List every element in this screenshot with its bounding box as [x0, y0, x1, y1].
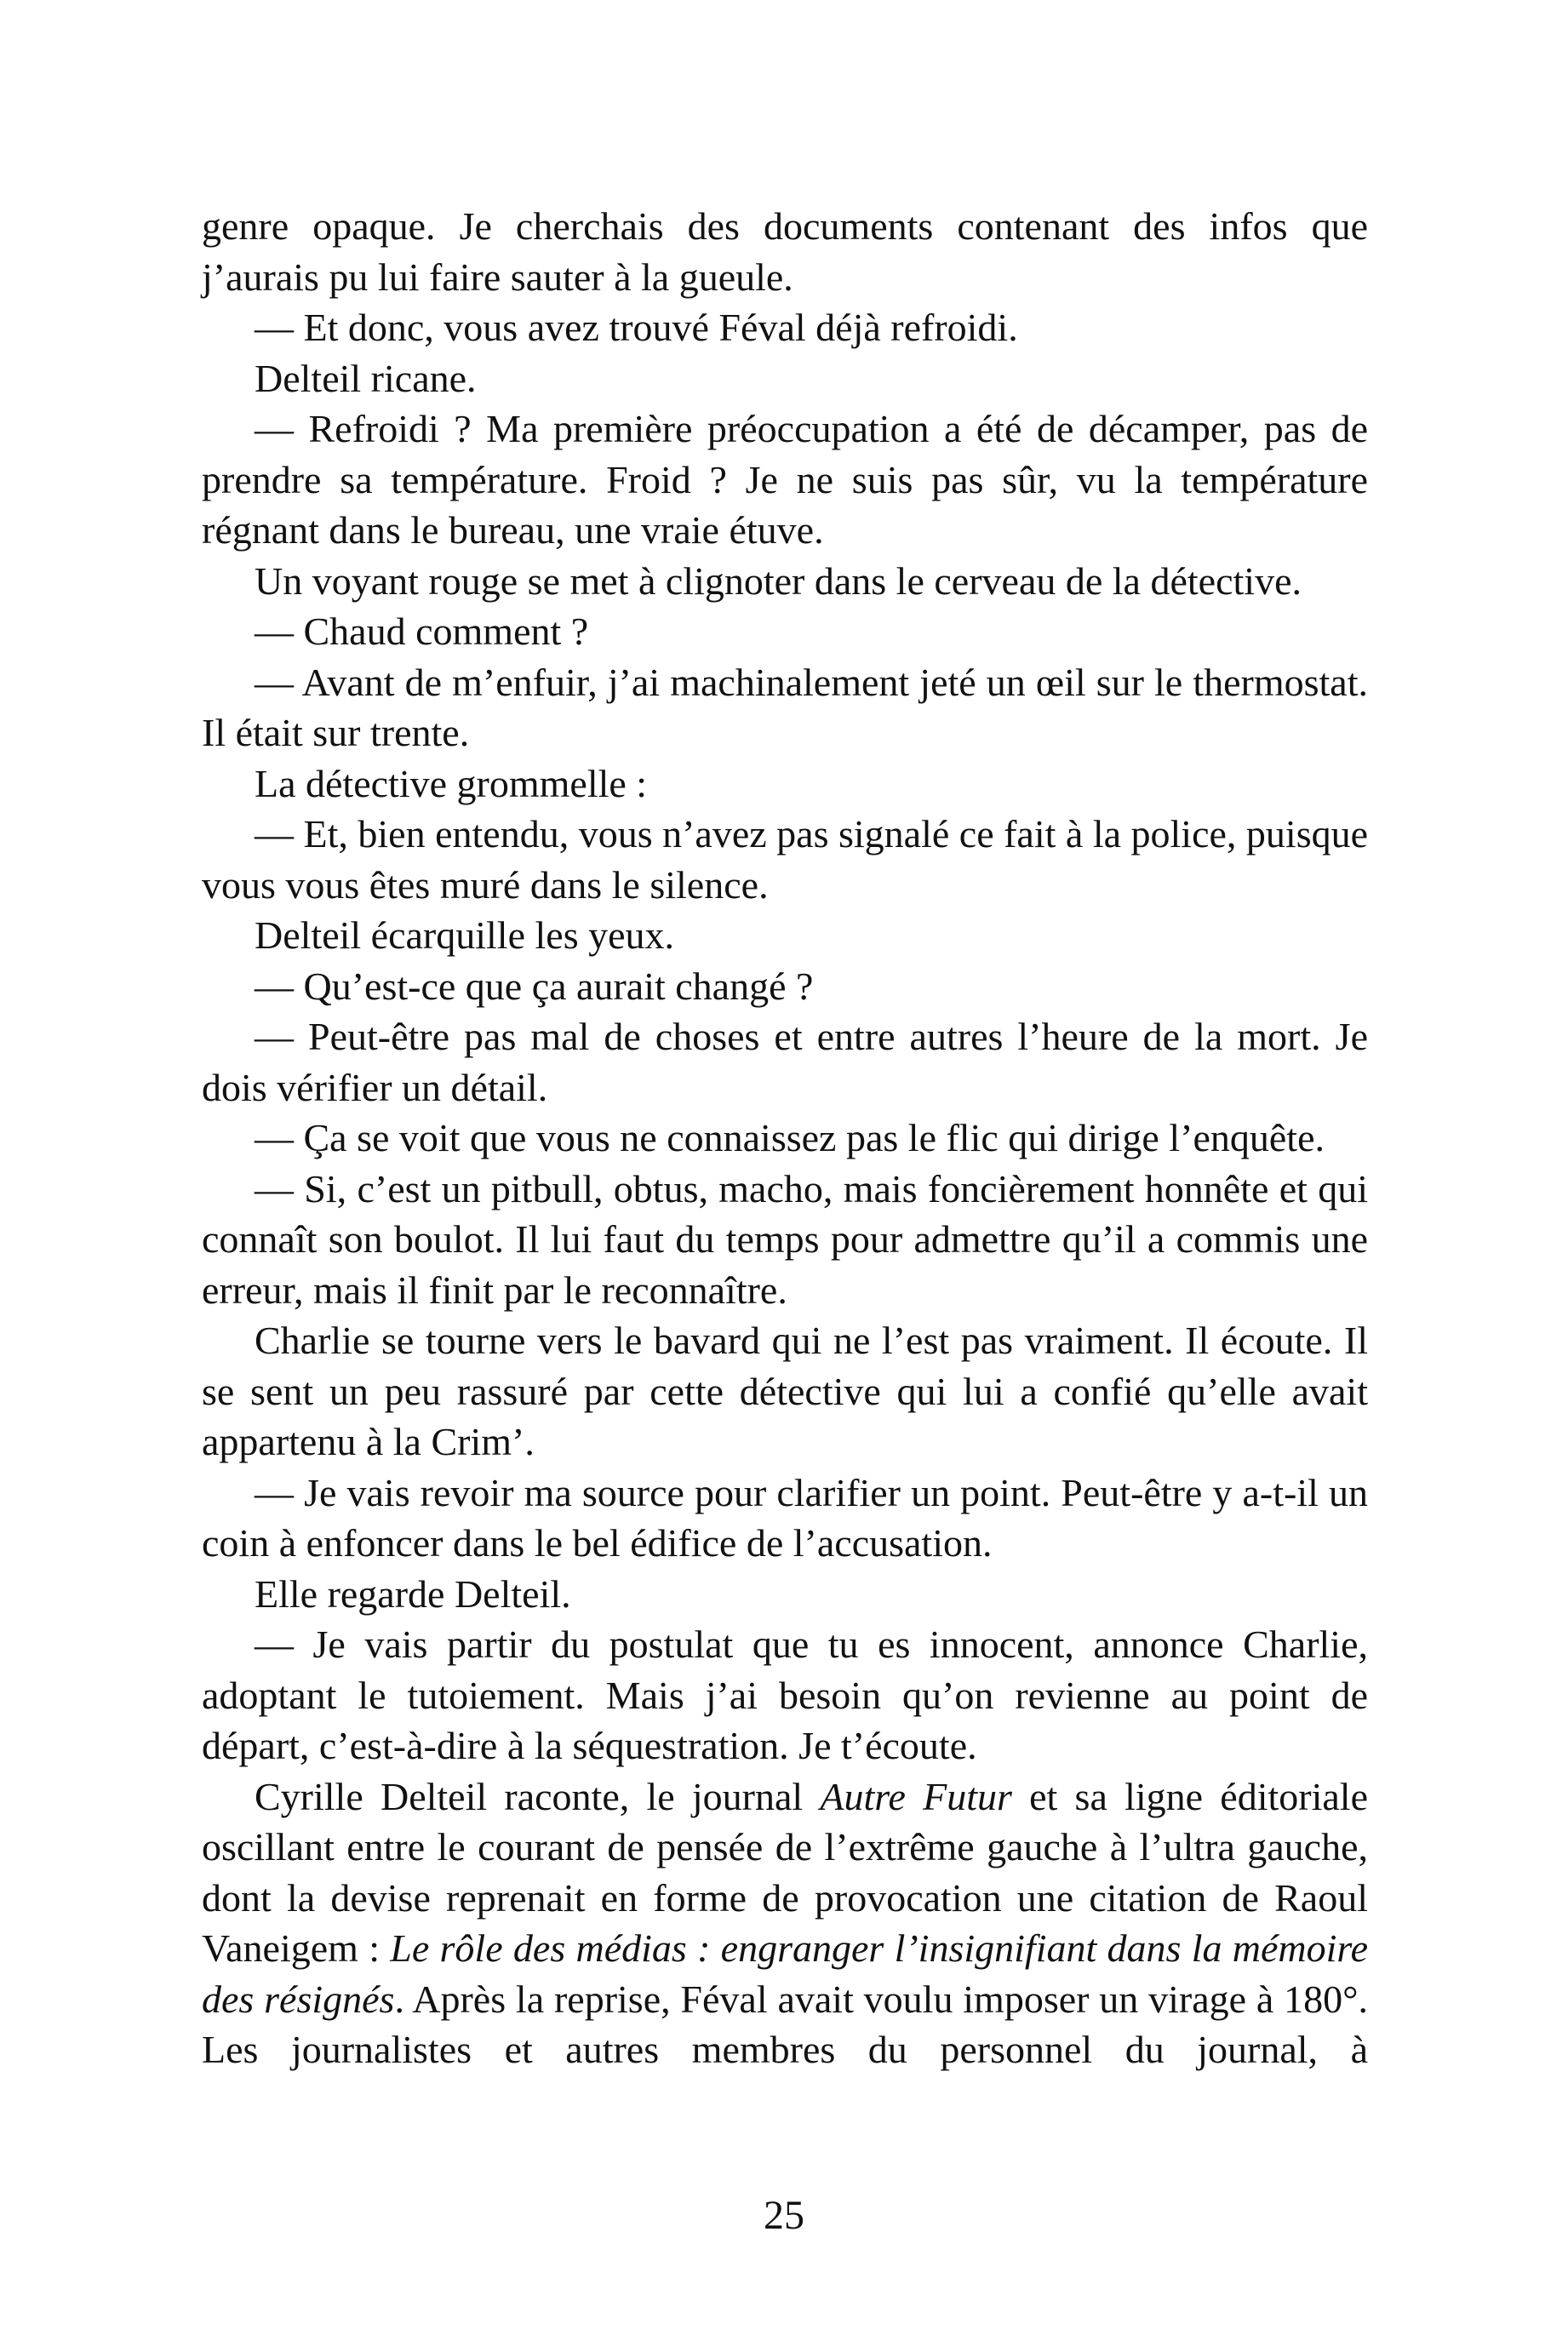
- paragraph-final: [202, 1771, 1368, 2075]
- paragraph: Delteil écarquille les yeux.: [255, 913, 675, 957]
- text-run: . Après la reprise, Féval avait voulu imposer un virage à 180°. Les journalistes et autres membres du personnel du journal, à: [202, 1977, 1369, 2071]
- text-run: Cyrille Delteil raconte, le journal: [255, 1774, 821, 1818]
- paragraph: — Qu’est-ce que ça aurait changé ?: [255, 964, 814, 1008]
- paragraph: — Et, bien entendu, vous n’avez pas signalé ce fait à la police, puisque vous vous êtes muré dans le silence.: [202, 812, 1369, 907]
- paragraph: — Si, c’est un pitbull, obtus, macho, mais foncièrement honnête et qui connaît son boulot. Il lui faut du temps pour admettre qu’il a commis une erreur, mais il finit par le reconnaître.: [202, 1166, 1368, 1312]
- paragraph: — Je vais partir du postulat que tu es innocent, annonce Charlie, adoptant le tutoiement. Mais j’ai besoin qu’on revienne au point de départ, c’est-à-dire à la séquestration. Je t’écoute.: [202, 1622, 1368, 1767]
- italic-quote: Le rôle des médias : engranger l’insignifiant dans la mémoire des résignés: [202, 1926, 1368, 2021]
- paragraph: — Chaud comment ?: [255, 609, 589, 653]
- paragraph: — Je vais revoir ma source pour clarifier un point. Peut-être y a-t-il un coin à enfoncer dans le bel édifice de l’accusation.: [202, 1470, 1368, 1565]
- paragraph: Un voyant rouge se met à clignoter dans le cerveau de la détective.: [255, 558, 1302, 603]
- italic-title: Autre Futur: [820, 1774, 1012, 1818]
- paragraph: — Refroidi ? Ma première préoccupation a été de décamper, pas de prendre sa température. Froid ? Je ne suis pas sûr, vu la température régnant dans le bureau, une vraie étuve.: [202, 407, 1368, 552]
- paragraph: — Ça se voit que vous ne connaissez pas le flic qui dirige l’enquête.: [255, 1116, 1325, 1159]
- paragraph: Delteil ricane.: [255, 356, 477, 400]
- text-run: et sa ligne éditoriale oscillant entre le courant de pensée de l’extrême gauche à l’ultra gauche, dont la devise reprenait en forme de provocation une citation de Raoul Vaneigem :: [202, 1774, 1368, 1970]
- paragraph: Elle regarde Delteil.: [255, 1571, 571, 1616]
- paragraph: — Peut-être pas mal de choses et entre autres l’heure de la mort. Je dois vérifier un détail.: [202, 1015, 1368, 1109]
- page-number: 25: [764, 2193, 804, 2238]
- paragraph: — Et donc, vous avez trouvé Féval déjà refroidi.: [255, 306, 1018, 349]
- paragraph: — Avant de m’enfuir, j’ai machinalement jeté un œil sur le thermostat. Il était sur trente.: [202, 660, 1368, 754]
- paragraph: La détective grommelle :: [255, 761, 648, 805]
- body-text: [202, 201, 1368, 2075]
- paragraph: genre opaque. Je cherchais des documents contenant des infos que j’aurais pu lui faire sauter à la gueule.: [202, 204, 1368, 299]
- paragraph: Charlie se tourne vers le bavard qui ne l’est pas vraiment. Il écoute. Il se sent un peu rassuré par cette détective qui lui a confié qu’elle avait appartenu à la Crim’.: [202, 1319, 1368, 1463]
